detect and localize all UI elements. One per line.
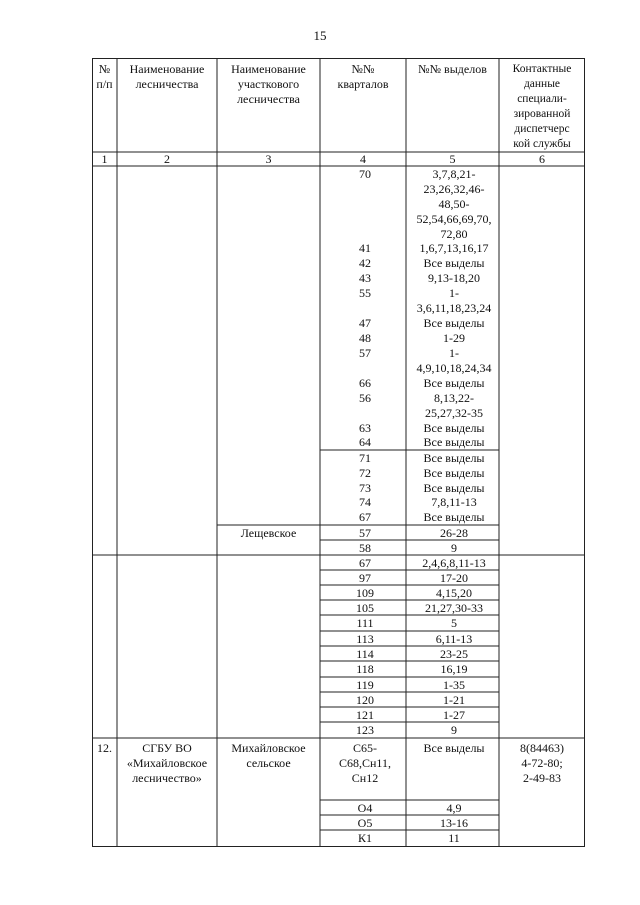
plots-cell: 8,13,22- 25,27,32-35 (425, 391, 483, 420)
col-number-5: 5 (449, 152, 456, 166)
quarter-cell: О5 (357, 816, 373, 830)
plots-cell: 26-28 (440, 526, 468, 540)
quarter-cell: 73 (359, 481, 371, 495)
quarter-cell: 66 (359, 376, 371, 390)
plots-cell: 21,27,30-33 (425, 601, 483, 615)
plots-cell: 2,4,6,8,11-13 (422, 556, 486, 570)
quarter-cell: 64 (359, 435, 371, 449)
quarter-cell: 123 (356, 723, 374, 737)
plots-cell: 1-27 (443, 708, 465, 722)
quarter-cell: 111 (356, 616, 374, 630)
plots-cell: 11 (448, 831, 460, 845)
header-plots: №№ выделов (418, 62, 487, 76)
plots-cell: 4,15,20 (436, 586, 472, 600)
quarter-cell: 71 (359, 451, 371, 465)
quarter-cell: 58 (359, 541, 371, 555)
plots-cell: 1,6,7,13,16,17 (419, 241, 489, 255)
header-number: № п/п (96, 62, 113, 91)
plots-cell: 1-29 (443, 331, 465, 345)
plots-cell: Все выделы (423, 510, 485, 524)
quarter-cell: 118 (356, 662, 374, 676)
quarter-cell: 97 (359, 571, 371, 585)
plots-cell: Все выделы (423, 256, 485, 270)
plots-cell: 9 (451, 723, 457, 737)
plots-cell: 1-35 (443, 678, 465, 692)
quarter-cell: С65- С68,Сн11, Сн12 (339, 741, 391, 785)
quarter-cell: 121 (356, 708, 374, 722)
forestry-table (92, 58, 585, 847)
quarter-cell: 113 (356, 632, 374, 646)
quarter-cell: 109 (356, 586, 374, 600)
plots-cell: Все выделы (423, 376, 485, 390)
plots-cell: Все выделы (423, 741, 485, 755)
quarter-cell: 67 (359, 510, 371, 524)
plots-cell: 1-21 (443, 693, 465, 707)
quarter-cell: 57 (359, 526, 371, 540)
header-quarters: №№ кварталов (337, 62, 389, 91)
plots-cell: Все выделы (423, 421, 485, 435)
plots-cell: 5 (451, 616, 457, 630)
entry-number: 12. (97, 741, 112, 755)
plots-cell: Все выделы (423, 481, 485, 495)
quarter-cell: 41 (359, 241, 371, 255)
quarter-cell: 72 (359, 466, 371, 480)
col-number-3: 3 (265, 152, 272, 166)
quarter-cell: 105 (356, 601, 374, 615)
plots-cell: 9,13-18,20 (428, 271, 480, 285)
plots-cell: Все выделы (423, 466, 485, 480)
quarter-cell: 57 (359, 346, 371, 360)
quarter-cell: 119 (356, 678, 374, 692)
quarter-cell: 120 (356, 693, 374, 707)
plots-cell: Все выделы (423, 435, 485, 449)
quarter-cell: 42 (359, 256, 371, 270)
quarter-cell: 114 (356, 647, 374, 661)
quarter-cell: 74 (359, 495, 371, 509)
plots-cell: 13-16 (440, 816, 468, 830)
quarter-cell: К1 (357, 831, 372, 845)
quarter-cell: 56 (359, 391, 371, 405)
header-forestry: Наименование лесничества (129, 62, 205, 91)
plots-cell: 7,8,11-13 (431, 495, 477, 509)
quarter-cell: 63 (359, 421, 371, 435)
plots-cell: 9 (451, 541, 457, 555)
plots-cell: 17-20 (440, 571, 468, 585)
plots-cell: 1- 4,9,10,18,24,34 (416, 346, 492, 375)
quarter-cell: 48 (359, 331, 371, 345)
forestry-name: СГБУ ВО «Михайловское лесничество» (126, 741, 208, 785)
col-number-4: 4 (360, 152, 366, 166)
plots-cell: 4,9 (446, 801, 462, 815)
district-name: Михайловское сельское (231, 741, 306, 770)
plots-cell: 23-25 (440, 647, 468, 661)
header-contacts: Контактные данные специали- зированной диспетчерс кой службы (512, 63, 572, 150)
quarter-cell: 43 (359, 271, 371, 285)
plots-cell: 16,19 (440, 662, 468, 676)
quarter-cell: 67 (359, 556, 371, 570)
plots-cell: 1- 3,6,11,18,23,24 (416, 286, 492, 315)
col-number-2: 2 (164, 152, 170, 166)
district-name: Лещевское (240, 526, 297, 540)
plots-cell: 6,11-13 (435, 632, 473, 646)
plots-cell: Все выделы (423, 451, 485, 465)
plots-cell: Все выделы (423, 316, 485, 330)
quarter-cell: 47 (359, 316, 371, 330)
quarter-cell: 55 (359, 286, 371, 300)
quarter-cell: 70 (359, 167, 371, 181)
col-number-6: 6 (539, 152, 545, 166)
contact-data: 8(84463) 4-72-80; 2-49-83 (520, 741, 564, 785)
quarter-cell: О4 (357, 801, 373, 815)
page-number: 15 (313, 28, 327, 43)
header-district: Наименование участкового лесничества (231, 62, 306, 106)
plots-cell: 3,7,8,21- 23,26,32,46- 48,50- 52,54,66,69,70, 72,80 (416, 167, 492, 241)
col-number-1: 1 (101, 152, 108, 166)
